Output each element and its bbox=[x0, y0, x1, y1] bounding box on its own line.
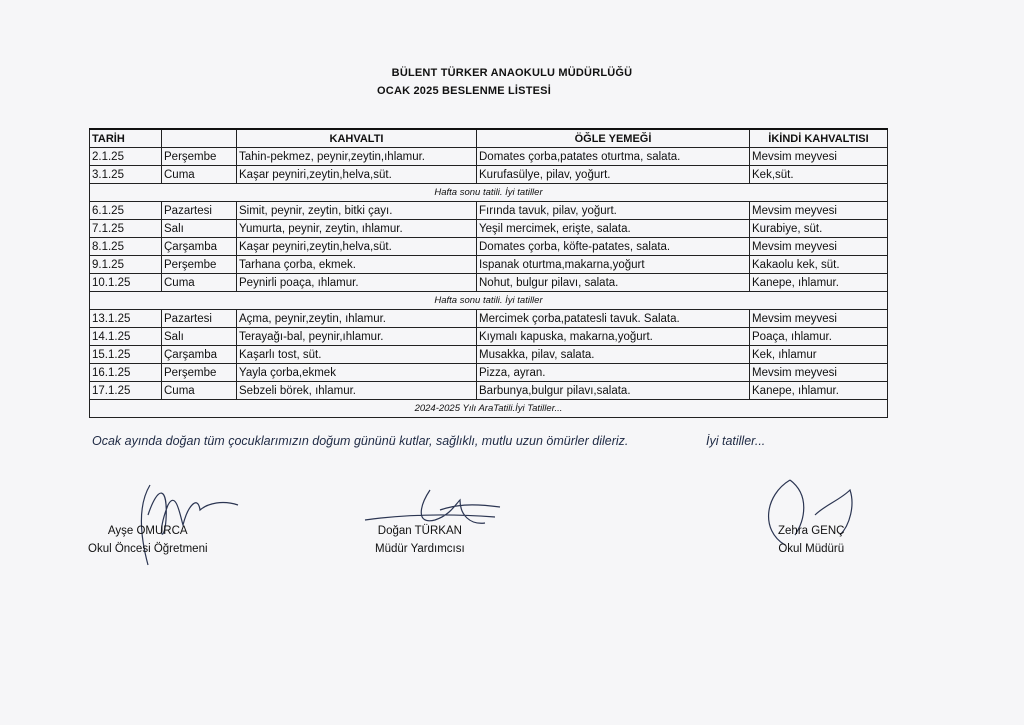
header-breakfast: KAHVALTI bbox=[237, 129, 477, 148]
header-day bbox=[162, 129, 237, 148]
cell-breakfast: Tahin-pekmez, peynir,zeytin,ıhlamur. bbox=[237, 148, 477, 166]
holiday-note: Hafta sonu tatili. İyi tatiller bbox=[90, 184, 888, 202]
principal-title: Okul Müdürü bbox=[778, 543, 845, 555]
cell-date: 8.1.25 bbox=[90, 238, 162, 256]
table-row bbox=[90, 274, 888, 292]
cell-lunch: Nohut, bulgur pilavı, salata. bbox=[477, 274, 750, 292]
cell-lunch: Pizza, ayran. bbox=[477, 364, 750, 382]
table-row bbox=[90, 220, 888, 238]
table-row bbox=[90, 346, 888, 364]
cell-snack: Kanepe, ıhlamur. bbox=[750, 382, 888, 400]
table-row bbox=[90, 382, 888, 400]
cell-lunch: Domates çorba, köfte-patates, salata. bbox=[477, 238, 750, 256]
cell-breakfast: Yayla çorba,ekmek bbox=[237, 364, 477, 382]
table-row bbox=[90, 148, 888, 166]
cell-lunch: Ispanak oturtma,makarna,yoğurt bbox=[477, 256, 750, 274]
cell-day: Cuma bbox=[162, 166, 237, 184]
cell-snack: Mevsim meyvesi bbox=[750, 238, 888, 256]
cell-day: Perşembe bbox=[162, 256, 237, 274]
cell-breakfast: Kaşar peyniri,zeytin,helva,süt. bbox=[237, 166, 477, 184]
cell-date: 17.1.25 bbox=[90, 382, 162, 400]
cell-breakfast: Tarhana çorba, ekmek. bbox=[237, 256, 477, 274]
cell-lunch: Kıymalı kapuska, makarna,yoğurt. bbox=[477, 328, 750, 346]
header-lunch: ÖĞLE YEMEĞİ bbox=[477, 129, 750, 148]
table-note-row bbox=[90, 400, 888, 418]
cell-lunch: Mercimek çorba,patatesli tavuk. Salata. bbox=[477, 310, 750, 328]
nutrition-table bbox=[89, 128, 888, 418]
deputy-title: Müdür Yardımcısı bbox=[375, 543, 465, 555]
cell-day: Cuma bbox=[162, 274, 237, 292]
header-snack: İKİNDİ KAHVALTISI bbox=[750, 129, 888, 148]
holiday-note: Hafta sonu tatili. İyi tatiller bbox=[90, 292, 888, 310]
cell-lunch: Kurufasülye, pilav, yoğurt. bbox=[477, 166, 750, 184]
signature-deputy bbox=[375, 522, 465, 558]
cell-snack: Poaça, ıhlamur. bbox=[750, 328, 888, 346]
cell-breakfast: Sebzeli börek, ıhlamur. bbox=[237, 382, 477, 400]
cell-lunch: Barbunya,bulgur pilavı,salata. bbox=[477, 382, 750, 400]
cell-date: 14.1.25 bbox=[90, 328, 162, 346]
cell-snack: Kanepe, ıhlamur. bbox=[750, 274, 888, 292]
cell-breakfast: Peynirli poaça, ıhlamur. bbox=[237, 274, 477, 292]
cell-day: Çarşamba bbox=[162, 238, 237, 256]
table-row bbox=[90, 202, 888, 220]
cell-date: 16.1.25 bbox=[90, 364, 162, 382]
table-row bbox=[90, 364, 888, 382]
cell-day: Salı bbox=[162, 328, 237, 346]
cell-date: 6.1.25 bbox=[90, 202, 162, 220]
school-name: BÜLENT TÜRKER ANAOKULU MÜDÜRLÜĞÜ bbox=[391, 67, 633, 79]
cell-lunch: Yeşil mercimek, erişte, salata. bbox=[477, 220, 750, 238]
birthday-greeting: Ocak ayında doğan tüm çocuklarımızın doğum gününü kutlar, sağlıklı, mutlu uzun ömürler dileriz. bbox=[92, 434, 629, 448]
cell-day: Çarşamba bbox=[162, 346, 237, 364]
cell-snack: Mevsim meyvesi bbox=[750, 148, 888, 166]
teacher-title: Okul Öncesi Öğretmeni bbox=[88, 543, 208, 555]
cell-breakfast: Simit, peynir, zeytin, bitki çayı. bbox=[237, 202, 477, 220]
deputy-name: Doğan TÜRKAN bbox=[377, 525, 462, 537]
cell-day: Perşembe bbox=[162, 364, 237, 382]
cell-snack: Kakaolu kek, süt. bbox=[750, 256, 888, 274]
cell-snack: Mevsim meyvesi bbox=[750, 310, 888, 328]
list-title: OCAK 2025 BESLENME LİSTESİ bbox=[377, 85, 551, 97]
cell-snack: Kurabiye, süt. bbox=[750, 220, 888, 238]
table-row bbox=[90, 238, 888, 256]
cell-lunch: Fırında tavuk, pilav, yoğurt. bbox=[477, 202, 750, 220]
cell-breakfast: Kaşarlı tost, süt. bbox=[237, 346, 477, 364]
table-row bbox=[90, 256, 888, 274]
table-header-row bbox=[90, 129, 888, 148]
cell-snack: Mevsim meyvesi bbox=[750, 202, 888, 220]
signature-teacher bbox=[88, 522, 208, 558]
signature-principal bbox=[778, 522, 844, 558]
cell-lunch: Musakka, pilav, salata. bbox=[477, 346, 750, 364]
principal-name: Zehra GENÇ bbox=[778, 525, 845, 537]
cell-day: Cuma bbox=[162, 382, 237, 400]
table-note-row bbox=[90, 292, 888, 310]
cell-day: Perşembe bbox=[162, 148, 237, 166]
cell-day: Pazartesi bbox=[162, 310, 237, 328]
cell-date: 7.1.25 bbox=[90, 220, 162, 238]
cell-date: 15.1.25 bbox=[90, 346, 162, 364]
cell-date: 3.1.25 bbox=[90, 166, 162, 184]
cell-date: 2.1.25 bbox=[90, 148, 162, 166]
table-body bbox=[90, 148, 888, 418]
table-row bbox=[90, 166, 888, 184]
cell-lunch: Domates çorba,patates oturtma, salata. bbox=[477, 148, 750, 166]
cell-snack: Kek,süt. bbox=[750, 166, 888, 184]
cell-breakfast: Açma, peynir,zeytin, ıhlamur. bbox=[237, 310, 477, 328]
cell-breakfast: Kaşar peyniri,zeytin,helva,süt. bbox=[237, 238, 477, 256]
holiday-note: 2024-2025 Yılı AraTatili.İyi Tatiller... bbox=[90, 400, 888, 418]
cell-breakfast: Yumurta, peynir, zeytin, ıhlamur. bbox=[237, 220, 477, 238]
cell-date: 13.1.25 bbox=[90, 310, 162, 328]
cell-day: Pazartesi bbox=[162, 202, 237, 220]
table-row bbox=[90, 328, 888, 346]
table-row bbox=[90, 310, 888, 328]
cell-breakfast: Terayağı-bal, peynir,ıhlamur. bbox=[237, 328, 477, 346]
cell-snack: Mevsim meyvesi bbox=[750, 364, 888, 382]
teacher-name: Ayşe OMURCA bbox=[107, 525, 188, 537]
cell-date: 9.1.25 bbox=[90, 256, 162, 274]
table-note-row bbox=[90, 184, 888, 202]
cell-date: 10.1.25 bbox=[90, 274, 162, 292]
cell-day: Salı bbox=[162, 220, 237, 238]
cell-snack: Kek, ıhlamur bbox=[750, 346, 888, 364]
holiday-wish: İyi tatiller... bbox=[706, 434, 766, 448]
header-date: TARİH bbox=[90, 129, 162, 148]
